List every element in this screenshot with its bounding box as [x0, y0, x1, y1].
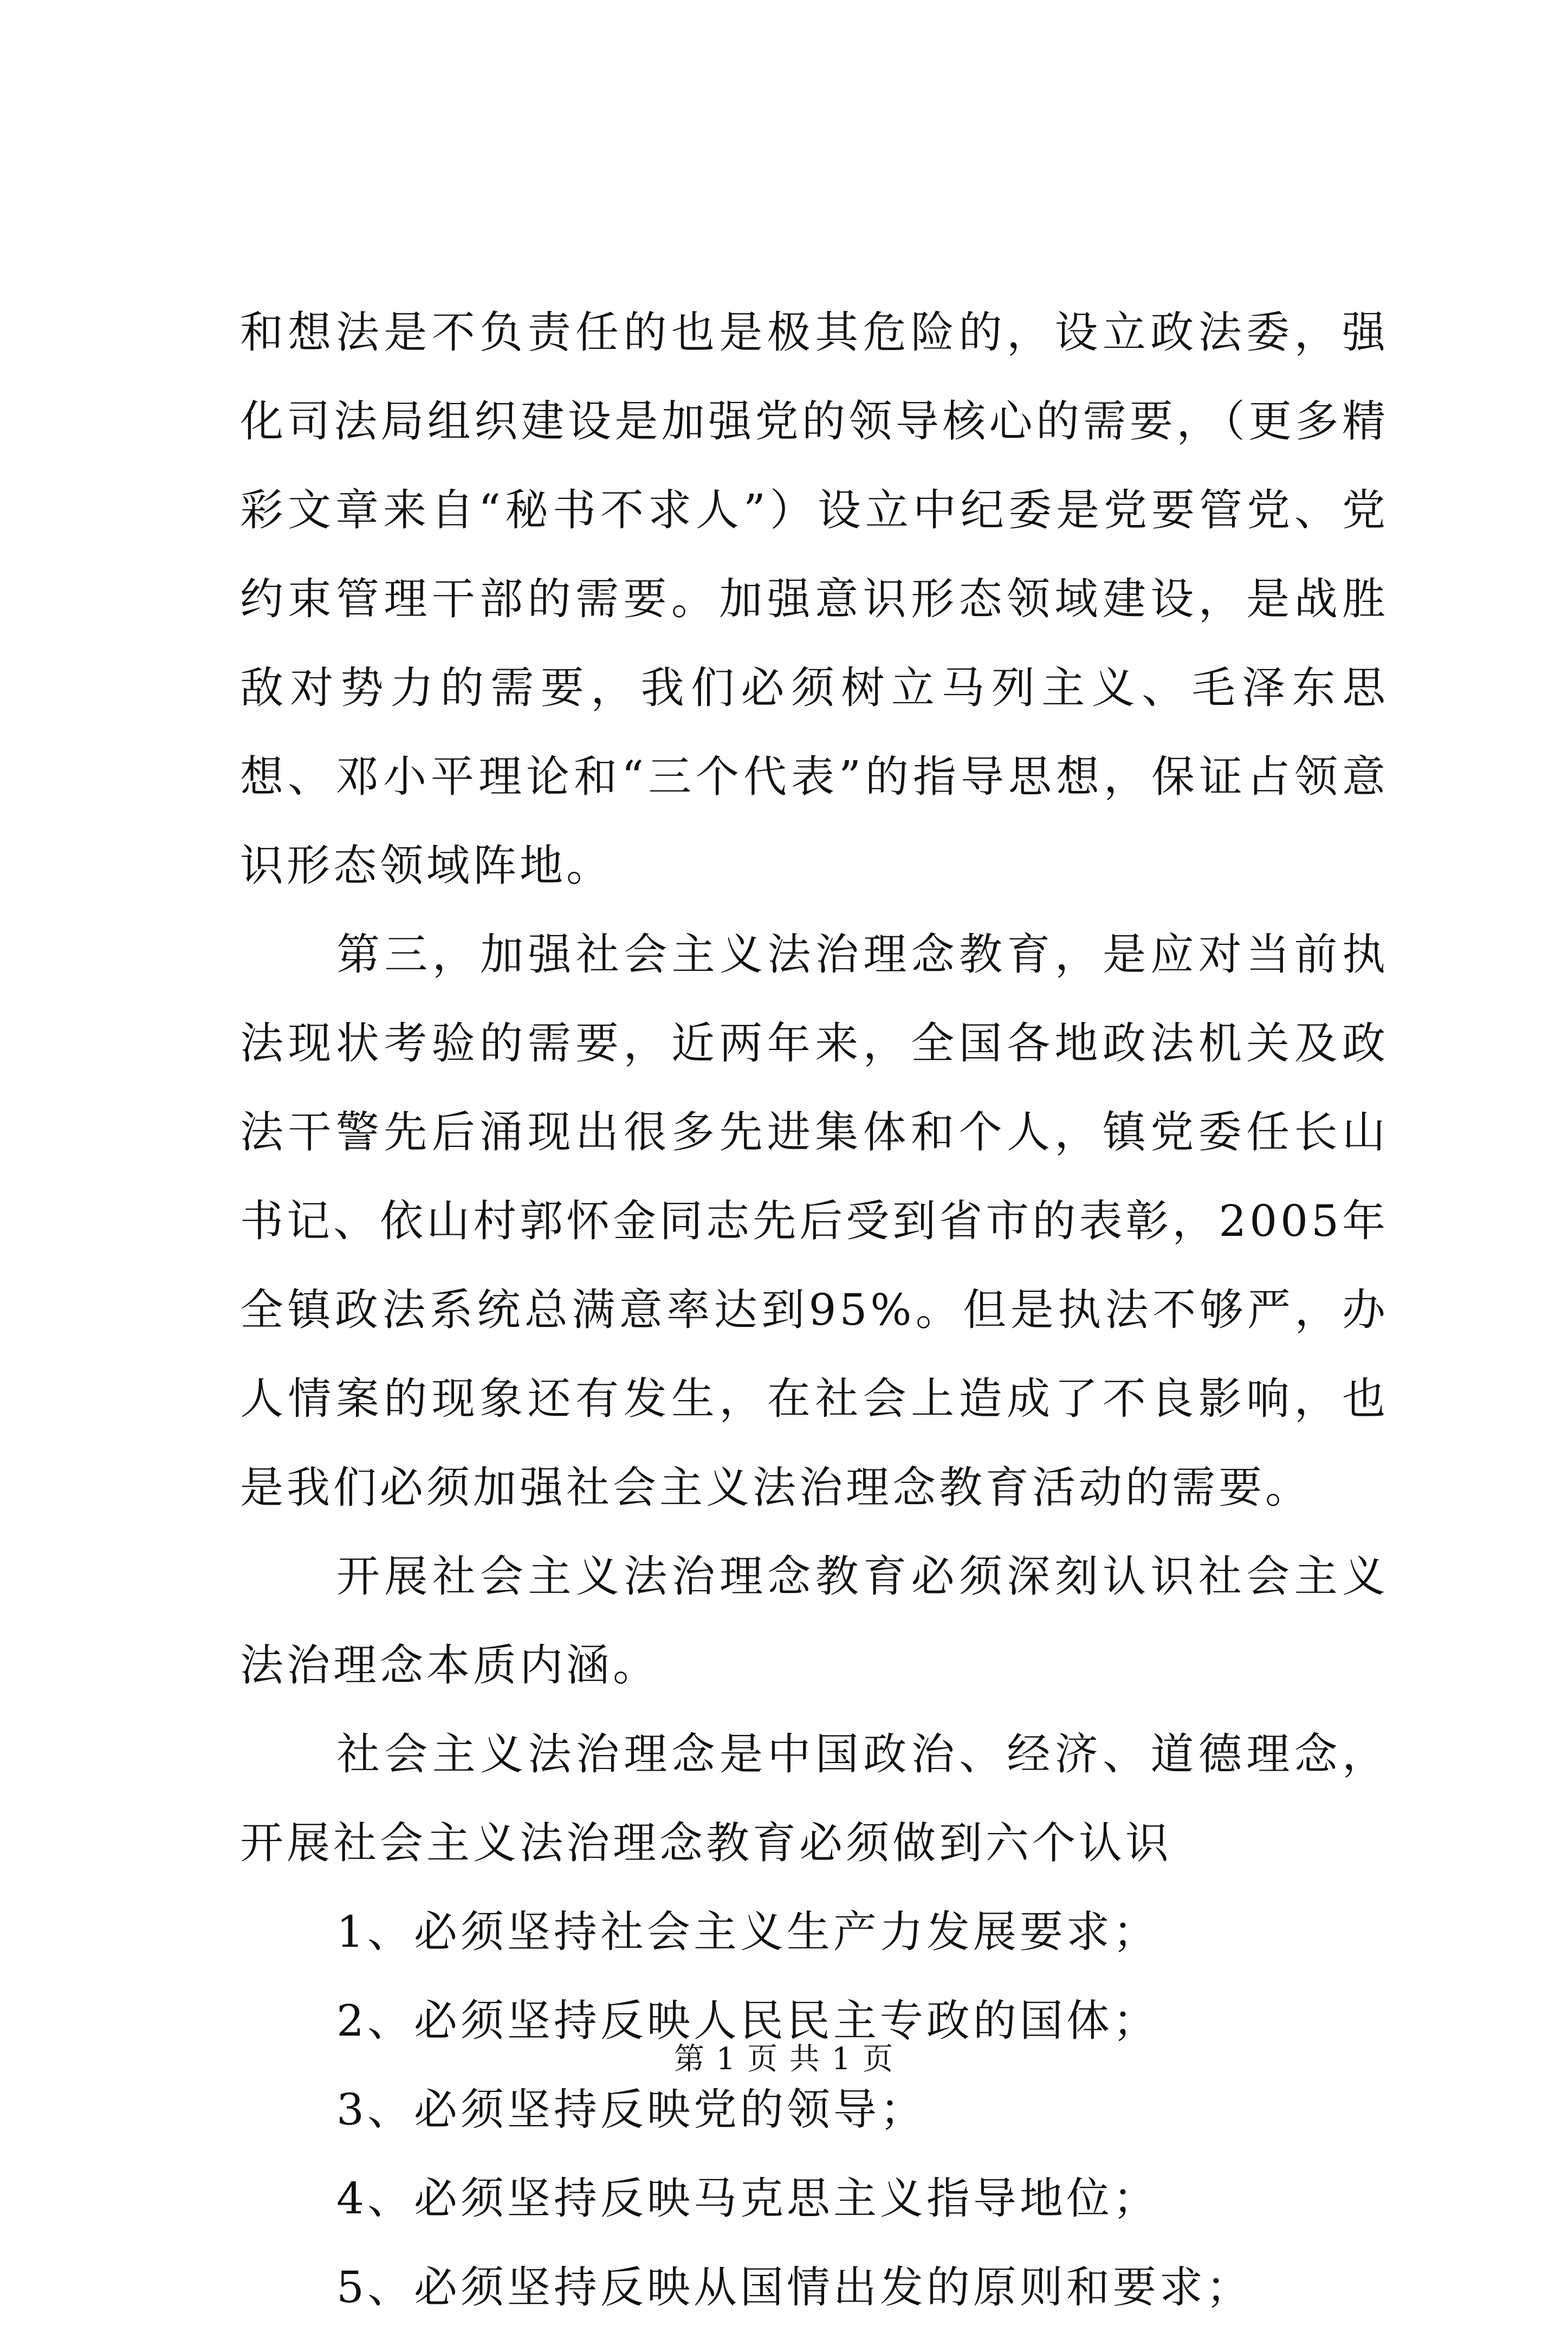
list-item-1: 1、必须坚持社会主义生产力发展要求；	[336, 1907, 1159, 1957]
list-item-5: 5、必须坚持反映从国情出发的原则和要求；	[336, 2262, 1253, 2312]
paragraph-2: 第三，加强社会主义法治理念教育，是应对当前执法现状考验的需要，近两年来，全国各地政法机关及政法干警先后涌现出很多先进集体和个人，镇党委任长山书记、依山村郭怀金同志先后受到省市的表彰，2005年全镇政法系统总满意率达到95%。但是执法不够严，办人情案的现象还有发生，在社会上造成了不良影响，也是我们必须加强社会主义法治理念教育活动的需要。	[240, 929, 1389, 1513]
document-body	[240, 0, 1389, 2332]
list-item-3: 3、必须坚持反映党的领导；	[336, 2084, 926, 2135]
list-item-2: 2、必须坚持反映人民民主专政的国体；	[336, 1996, 1159, 2046]
top-margin	[240, 0, 1389, 288]
paragraph-4: 社会主义法治理念是中国政治、经济、道德理念，开展社会主义法治理念教育必须做到六个认识	[240, 1729, 1389, 1868]
list-item-4: 4、必须坚持反映马克思主义指导地位；	[336, 2173, 1159, 2224]
page-footer: 第 1 页 共 1 页	[673, 2042, 895, 2077]
paragraph-1: 和想法是不负责任的也是极其危险的，设立政法委，强化司法局组织建设是加强党的领导核心的需要，（更多精彩文章来自“秘书不求人”）设立中纪委是党要管党、党约束管理干部的需要。加强意识形态领域建设，是战胜敌对势力的需要，我们必须树立马列主义、毛泽东思想、邓小平理论和“三个代表”的指导思想，保证占领意识形态领域阵地。	[240, 307, 1389, 891]
paragraph-3: 开展社会主义法治理念教育必须深刻认识社会主义法治理念本质内涵。	[240, 1551, 1389, 1690]
